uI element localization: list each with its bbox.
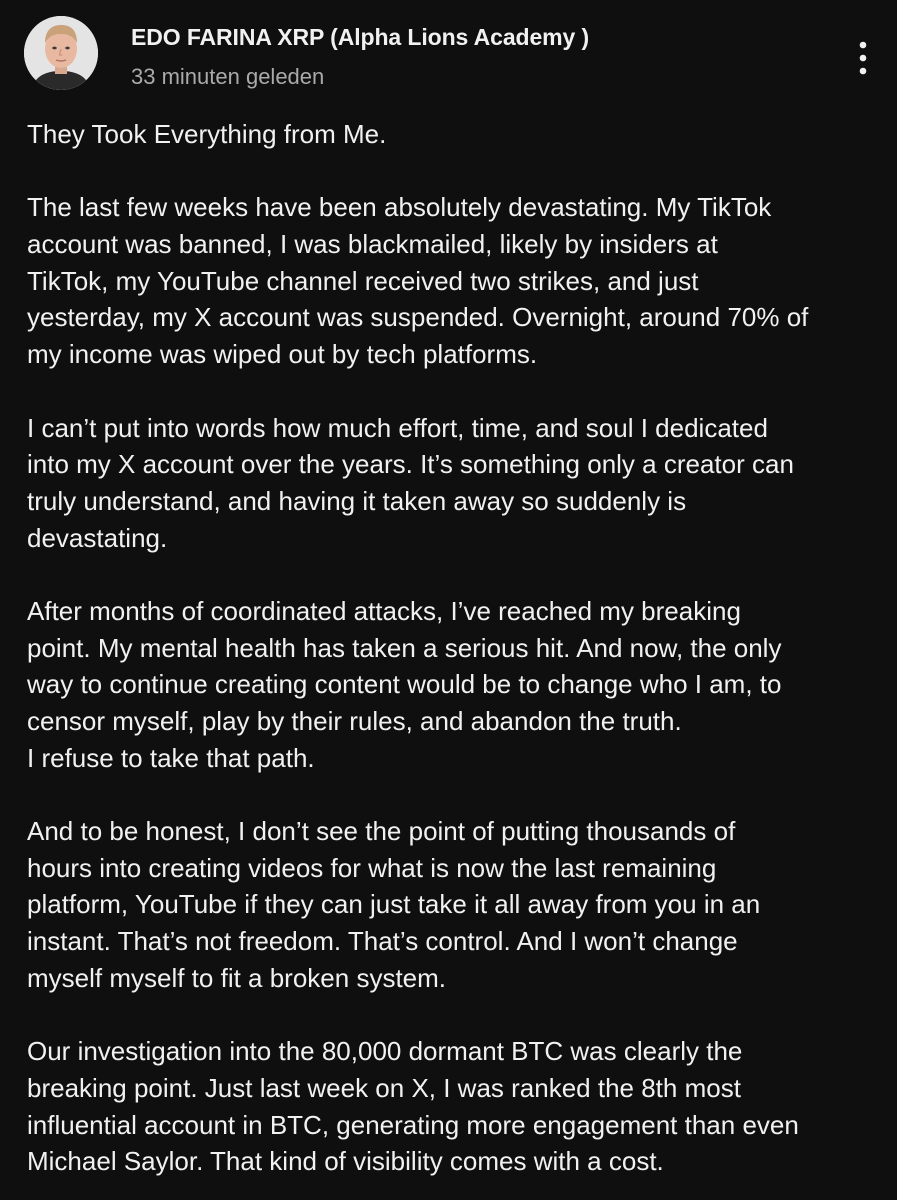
- post-text-line: yesterday, my X account was suspended. Overnight, around 70% of: [27, 302, 809, 333]
- post-text-line: They Took Everything from Me.: [27, 119, 387, 149]
- author-name[interactable]: EDO FARINA XRP (Alpha Lions Academy ): [131, 24, 590, 50]
- post-timestamp: 33 minuten geleden: [131, 64, 325, 89]
- post-text-line: The last few weeks have been absolutely devastating. My TikTok: [27, 192, 772, 223]
- more-vert-icon: [858, 38, 868, 78]
- post-text-line: way to continue creating content would be to change who I am, to: [27, 669, 782, 700]
- post-text-line: TikTok, my YouTube channel received two strikes, and just: [27, 265, 699, 296]
- post-text-line: censor myself, play by their rules, and abandon the truth.: [27, 706, 682, 736]
- post-text-line: Michael Saylor. That kind of visibility comes with a cost.: [27, 1146, 664, 1177]
- post-text-line: myself myself to fit a broken system.: [27, 962, 447, 993]
- post-text-line: point. My mental health has taken a serious hit. And now, the only: [27, 632, 782, 663]
- post-body: [27, 116, 877, 1180]
- post-text-line: breaking point. Just last week on X, I was ranked the 8th most: [27, 1072, 741, 1103]
- post-text-line: Our investigation into the 80,000 dormant BTC was clearly the: [27, 1036, 743, 1067]
- post-text-line: devastating.: [27, 522, 168, 553]
- post-text-line: instant. That’s not freedom. That’s control. And I won’t change: [27, 926, 738, 957]
- post-text-line: platform, YouTube if they can just take it all away from you in an: [27, 889, 761, 920]
- post-text-line: influential account in BTC, generating more engagement than even: [27, 1109, 799, 1140]
- post-paragraph: [27, 116, 877, 153]
- post-text-line: hours into creating videos for what is now the last remaining: [27, 852, 717, 883]
- post-paragraph: [27, 593, 877, 776]
- post-paragraph: [27, 410, 877, 557]
- post-paragraph: [27, 189, 877, 372]
- post-text-line: account was banned, I was blackmailed, likely by insiders at: [27, 229, 718, 260]
- more-options-button[interactable]: [846, 36, 880, 80]
- post-text-line: into my X account over the years. It’s something only a creator can: [27, 449, 794, 480]
- post-text-line: And to be honest, I don’t see the point of putting thousands of: [27, 816, 736, 847]
- post-text-line: truly understand, and having it taken away so suddenly is: [27, 485, 687, 516]
- user-avatar-icon: [24, 16, 98, 90]
- avatar[interactable]: [24, 16, 98, 90]
- post-text-line: After months of coordinated attacks, I’ve reached my breaking: [27, 595, 741, 626]
- post-paragraph: [27, 1033, 877, 1180]
- post-text-line: my income was wiped out by tech platforms.: [27, 339, 538, 370]
- post-text-line: I refuse to take that path.: [27, 742, 315, 773]
- post-text-line: I can’t put into words how much effort, time, and soul I dedicated: [27, 412, 768, 443]
- post-paragraph: [27, 813, 877, 996]
- post-header: [0, 0, 897, 110]
